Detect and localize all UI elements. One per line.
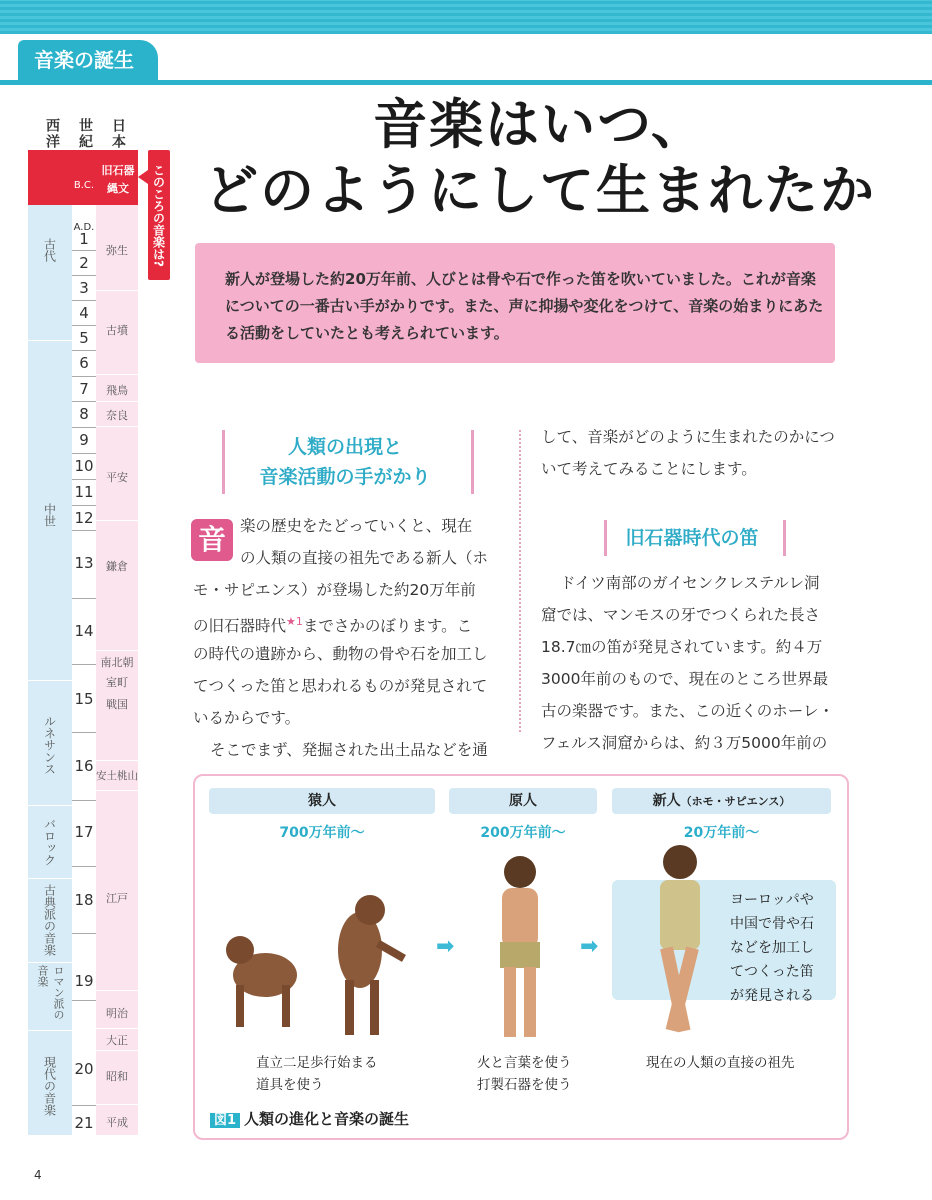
era-divider [28, 805, 72, 806]
column-divider [519, 430, 521, 732]
page-title [180, 92, 900, 224]
caption-line: 直立二足歩行始まる [256, 1055, 378, 1071]
bc-label: B.C. [73, 180, 95, 191]
century-7: 7 [79, 380, 89, 398]
callout-line: などを加工し [730, 940, 814, 956]
hominid-illustration [210, 880, 440, 1050]
japan-divider [96, 650, 138, 651]
japan-kofun: 古墳 [106, 324, 128, 337]
century-divider [72, 453, 96, 454]
figure-caption [210, 1108, 409, 1129]
homo-sapiens-illustration [620, 840, 740, 1050]
japan-divider [96, 520, 138, 521]
era-question-tag: このころの音楽は? [148, 150, 170, 280]
body-line: 窟では、マンモスの牙でつくられた長さ [541, 606, 821, 624]
century-divider [72, 866, 96, 867]
header-rule [0, 80, 932, 85]
japan-nara: 奈良 [106, 409, 128, 422]
body-line: そこでまず、発掘された出土品などを通 [210, 741, 488, 759]
col-west-label: 西洋 [44, 118, 60, 150]
japan-heian: 平安 [106, 471, 128, 484]
page-number: 4 [34, 1168, 42, 1182]
arrow-right-icon: ➡ [436, 934, 455, 959]
body-line: 3000年前のもので、現在のところ世界最 [541, 670, 829, 688]
century-divider [72, 250, 96, 251]
col-century-label: 世紀 [77, 118, 93, 150]
body-line: ドイツ南部のガイセンクレステルレ洞 [560, 574, 820, 592]
arrow-right-icon: ➡ [580, 934, 599, 959]
century-9: 9 [79, 431, 89, 449]
era-divider [28, 340, 72, 341]
century-2: 2 [79, 254, 89, 272]
century-divider [72, 530, 96, 531]
body-line: 楽の歴史をたどっていくと、現在 [240, 517, 473, 535]
japan-sengoku: 戦国 [106, 698, 128, 711]
japan-heisei: 平成 [106, 1116, 128, 1129]
body-line: いて考えてみることにします。 [541, 460, 757, 478]
body-line: の人類の直接の祖先である新人（ホ [240, 549, 489, 567]
century-divider [72, 427, 96, 428]
figure-tag: 図1 [210, 1113, 240, 1128]
body-line: の時代の遺跡から、動物の骨や石を加工し [193, 645, 488, 663]
era-baroque: バロック [42, 818, 57, 866]
century-20: 20 [74, 1060, 94, 1078]
century-15: 15 [74, 690, 94, 708]
era-ancient: 古代 [42, 238, 57, 262]
century-divider [72, 505, 96, 506]
body-line: モ・サピエンス）が登場した約20万年前 [193, 581, 476, 599]
century-divider [72, 275, 96, 276]
era-modern: 現代の音楽 [42, 1056, 57, 1116]
header-stripe [0, 0, 932, 34]
century-divider [72, 1105, 96, 1106]
caption-australopithecus [256, 1052, 378, 1096]
callout-line: てつくった笛 [730, 964, 814, 980]
section2-heading: 旧石器時代の笛 [625, 527, 759, 549]
callout-text [730, 888, 814, 1008]
century-14: 14 [74, 622, 94, 640]
century-21: 21 [74, 1114, 94, 1132]
caption-homo-erectus [477, 1052, 572, 1096]
century-divider [72, 376, 96, 377]
japan-kamakura: 鎌倉 [106, 560, 128, 573]
ad-label: A.D. [73, 222, 95, 233]
stage-australopithecus: 猿人 [209, 788, 435, 814]
century-17: 17 [74, 823, 94, 841]
body-text: までさかのぼります。こ [302, 617, 473, 636]
callout-line: が発見される [730, 988, 814, 1004]
century-8: 8 [79, 405, 89, 423]
japan-divider [96, 790, 138, 791]
century-16: 16 [74, 757, 94, 775]
body-line: てつくった笛と思われるものが発見されて [193, 677, 488, 695]
callout-line: 中国で骨や石 [730, 916, 814, 932]
japan-showa: 昭和 [106, 1070, 128, 1083]
century-18: 18 [74, 891, 94, 909]
century-divider [72, 401, 96, 402]
ago-label: 200万年前～ [480, 825, 566, 841]
century-3: 3 [79, 279, 89, 297]
century-divider [72, 800, 96, 801]
era-divider [28, 962, 72, 963]
caption-line: 打製石器を使う [477, 1077, 572, 1093]
century-5: 5 [79, 329, 89, 347]
century-1: 1 [79, 230, 89, 248]
body-line: して、音楽がどのように生まれたのかにつ [541, 428, 835, 446]
section1-heading-line2: 音楽活動の手がかり [259, 466, 431, 488]
ago-label: 20万年前～ [683, 825, 760, 841]
japan-divider [96, 760, 138, 761]
century-12: 12 [74, 509, 94, 527]
japan-paleolithic: 旧石器 [101, 164, 135, 177]
era-divider [28, 1030, 72, 1031]
japan-divider [96, 1050, 138, 1051]
japan-muromachi: 室町 [106, 676, 128, 689]
title-line-1: 音楽はいつ、 [373, 93, 707, 156]
century-10: 10 [74, 457, 94, 475]
stage-homo-erectus: 原人 [449, 788, 597, 814]
caption-homo-sapiens: 現在の人類の直接の祖先 [646, 1055, 795, 1071]
japan-yayoi: 弥生 [106, 244, 128, 257]
lead-text: 新人が登場した約20万年前、人びとは骨や石で作った笛を吹いていました。これが音楽についての一番古い手がかりです。また、声に抑揚や変化をつけて、音楽の始まりにあたる活動をしていたとも考えられています。 [225, 270, 824, 342]
title-line-2: どのようにして生まれたか [204, 159, 876, 222]
japan-divider [96, 401, 138, 402]
section1-heading-line1: 人類の出現と [287, 436, 402, 458]
century-6: 6 [79, 354, 89, 372]
figure-caption-text: 人類の進化と音楽の誕生 [244, 1110, 410, 1128]
century-divider [72, 664, 96, 665]
stage-homo-sapiens [612, 788, 831, 814]
caption-line: 火と言葉を使う [477, 1055, 572, 1071]
tag-pointer [138, 170, 148, 184]
century-divider [72, 325, 96, 326]
section1-heading [222, 432, 468, 492]
body-line: フェルス洞窟からは、約３万5000年前の [541, 734, 828, 752]
caption-line: 道具を使う [256, 1077, 324, 1093]
japan-divider [96, 990, 138, 991]
japan-divider [96, 1104, 138, 1105]
century-4: 4 [79, 304, 89, 322]
era-divider [28, 878, 72, 879]
era-romantic: ロマン派の音楽 [36, 965, 65, 1020]
stage-name: 新人 [652, 793, 681, 809]
stage-sub: （ホモ・サピエンス） [680, 795, 791, 808]
century-divider [72, 479, 96, 480]
century-11: 11 [74, 483, 94, 501]
callout-line: ヨーロッパや [730, 892, 814, 908]
japan-jomon: 縄文 [107, 182, 129, 195]
japan-divider [96, 426, 138, 427]
century-19: 19 [74, 972, 94, 990]
body-line [193, 606, 472, 642]
era-divider [28, 680, 72, 681]
century-divider [72, 350, 96, 351]
japan-taisho: 大正 [106, 1034, 128, 1047]
era-classical: 古典派の音楽 [42, 884, 57, 956]
century-divider [72, 598, 96, 599]
homo-erectus-illustration [470, 852, 570, 1047]
century-divider [72, 933, 96, 934]
body-text: の旧石器時代 [193, 617, 287, 636]
section-tab: 音楽の誕生 [18, 40, 158, 80]
col-japan-label: 日本 [110, 118, 126, 150]
japan-meiji: 明治 [106, 1007, 128, 1020]
era-renaissance: ルネサンス [42, 715, 57, 775]
body-line: いるからです。 [193, 709, 301, 727]
century-divider [72, 1000, 96, 1001]
japan-column [96, 150, 138, 1135]
japan-divider [96, 374, 138, 375]
body-line: 18.7㎝の笛が発見されています。約４万 [541, 638, 823, 656]
japan-azuchi-momoyama: 安土桃山 [96, 770, 138, 782]
footnote-ref[interactable]: ★1 [286, 615, 303, 628]
japan-edo: 江戸 [106, 892, 128, 905]
japan-divider [96, 290, 138, 291]
century-13: 13 [74, 554, 94, 572]
japan-asuka: 飛鳥 [106, 384, 128, 397]
body-line: 古の楽器です。また、この近くのホーレ・ [541, 702, 834, 720]
japan-nanbokucho: 南北朝 [100, 656, 134, 669]
dropcap: 音 [191, 519, 233, 561]
japan-divider [96, 1028, 138, 1029]
ago-label: 700万年前～ [279, 825, 365, 841]
era-medieval: 中世 [42, 503, 57, 527]
century-divider [72, 732, 96, 733]
century-divider [72, 300, 96, 301]
